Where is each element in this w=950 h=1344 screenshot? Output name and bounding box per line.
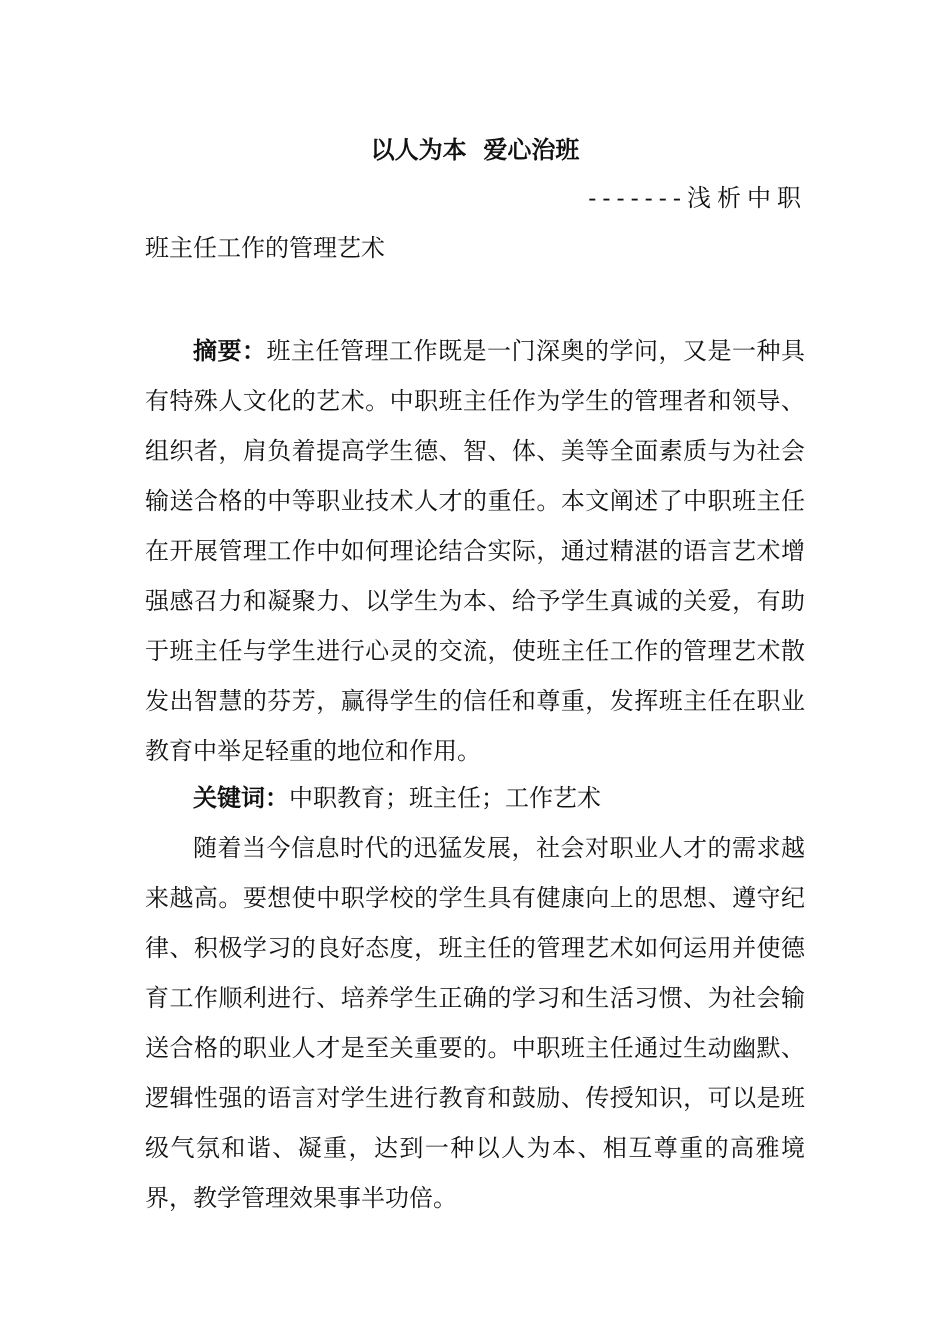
abstract-label: 摘要：: [193, 336, 267, 365]
subtitle-line-2: 班主任工作的管理艺术: [145, 234, 385, 262]
abstract-paragraph: [145, 326, 805, 776]
keywords-text: 中职教育；班主任；工作艺术: [289, 784, 601, 812]
keywords-paragraph: [145, 773, 805, 823]
abstract-text: 班主任管理工作既是一门深奥的学问，又是一种具有特殊人文化的艺术。中职班主任作为学生的管理者和领导、组织者，肩负着提高学生德、智、体、美等全面素质与为社会输送合格的中等职业技术人才的重任。本文阐述了中职班主任在开展管理工作中如何理论结合实际，通过精湛的语言艺术增强感召力和凝聚力、以学生为本、给予学生真诚的关爱，有助于班主任与学生进行心灵的交流，使班主任工作的管理艺术散发出智慧的芬芳，赢得学生的信任和尊重，发挥班主任在职业教育中举足轻重的地位和作用。: [145, 337, 805, 765]
subtitle-line-1: -------浅析中职: [588, 184, 807, 212]
document-title: 以人为本 爱心治班: [370, 135, 580, 164]
intro-paragraph: 随着当今信息时代的迅猛发展，社会对职业人才的需求越来越高。要想使中职学校的学生具有健康向上的思想、遵守纪律、积极学习的良好态度，班主任的管理艺术如何运用并使德育工作顺利进行、培养学生正确的学习和生活习惯、为社会输送合格的职业人才是至关重要的。中职班主任通过生动幽默、逻辑性强的语言对学生进行教育和鼓励、传授知识，可以是班级气氛和谐、凝重，达到一种以人为本、相互尊重的高雅境界，教学管理效果事半功倍。: [145, 834, 805, 1212]
keywords-label: 关键词：: [193, 783, 289, 812]
